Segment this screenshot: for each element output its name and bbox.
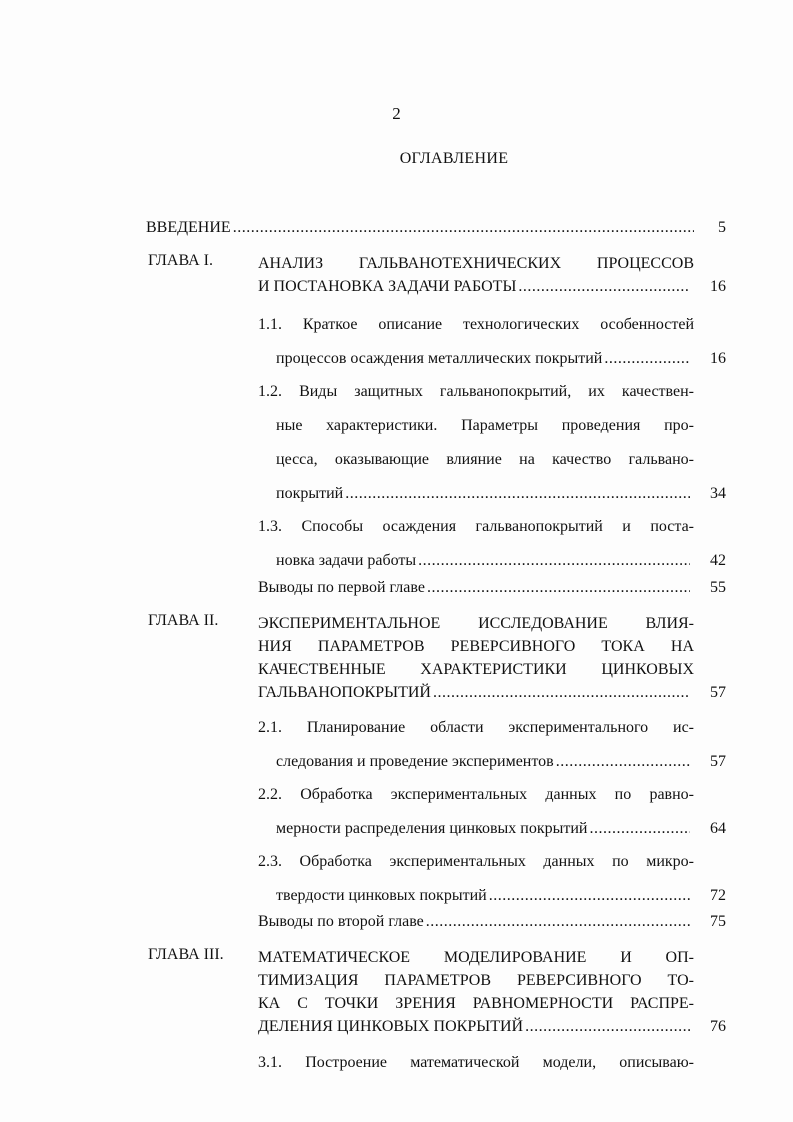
section-line: твердости цинковых покрытий — [276, 887, 487, 904]
toc-section-1-2[interactable] — [258, 375, 726, 511]
chapter-3-title-line: ТИМИЗАЦИЯ ПАРАМЕТРОВ РЕВЕРСИВНОГО ТО- — [258, 972, 694, 989]
leader-dots — [426, 912, 690, 931]
chapter-2-title-line: ГАЛЬВАНОПОКРЫТИЙ — [258, 684, 431, 701]
toc-section-2-1[interactable] — [258, 711, 726, 779]
section-line: мерности распределения цинковых покрытий — [276, 820, 588, 837]
chapter-3-title-line: ДЕЛЕНИЯ ЦИНКОВЫХ ПОКРЫТИЙ — [258, 1018, 524, 1035]
toc-title: ОГЛАВЛЕНИЕ — [399, 150, 509, 167]
leader-dots — [427, 578, 690, 597]
conclusion-page: 75 — [710, 913, 726, 930]
toc-conclusion-2[interactable] — [258, 912, 726, 931]
chapter-1-title-line: И ПОСТАНОВКА ЗАДАЧИ РАБОТЫ — [258, 278, 517, 295]
leader-dots — [604, 342, 690, 376]
section-line: цесса, оказывающие влияние на качество гальвано- — [276, 451, 694, 468]
section-line: 2.1. Планирование области экспериментального ис- — [258, 719, 694, 736]
section-page: 72 — [710, 887, 726, 904]
leader-dots — [418, 544, 690, 578]
chapter-2-title-line: НИЯ ПАРАМЕТРОВ РЕВЕРСИВНОГО ТОКА НА — [258, 638, 694, 655]
chapter-1-page: 16 — [710, 278, 726, 295]
conclusion-label: Выводы по второй главе — [258, 913, 424, 930]
chapter-1-title-line: АНАЛИЗ ГАЛЬВАНОТЕХНИЧЕСКИХ ПРОЦЕССОВ — [258, 255, 694, 272]
toc-entry-label: ВВЕДЕНИЕ — [146, 219, 231, 236]
chapter-2-title-line: ЭКСПЕРИМЕНТАЛЬНОЕ ИССЛЕДОВАНИЕ ВЛИЯ- — [258, 615, 694, 632]
section-line: 2.2. Обработка экспериментальных данных по равно- — [258, 786, 694, 803]
section-line: следования и проведение экспериментов — [276, 753, 554, 770]
section-line: 3.1. Построение математической модели, описываю- — [258, 1054, 694, 1071]
chapter-3-title-line: МАТЕМАТИЧЕСКОЕ МОДЕЛИРОВАНИЕ И ОП- — [258, 949, 694, 966]
toc-conclusion-1[interactable] — [258, 578, 726, 597]
leader-dots — [518, 275, 690, 298]
section-line: 2.3. Обработка экспериментальных данных по микро- — [258, 853, 694, 870]
leader-dots — [345, 477, 690, 511]
section-page: 16 — [710, 350, 726, 367]
toc-section-3-1[interactable] — [258, 1046, 726, 1080]
chapter-3-label: ГЛАВА III. — [148, 946, 224, 963]
section-line: процессов осаждения металлических покрытий — [276, 350, 603, 367]
toc-entry-intro[interactable] — [146, 218, 726, 237]
conclusion-label: Выводы по первой главе — [258, 579, 425, 596]
toc-entry-page: 5 — [718, 219, 726, 236]
section-line: 1.1. Краткое описание технологических особенностей — [258, 316, 694, 333]
chapter-3-title[interactable] — [258, 946, 726, 1038]
chapter-3-title-line: КА С ТОЧКИ ЗРЕНИЯ РАВНОМЕРНОСТИ РАСПРЕ- — [258, 995, 694, 1012]
leader-dots — [433, 681, 690, 704]
page-number: 2 — [392, 104, 401, 123]
toc-section-2-3[interactable] — [258, 845, 726, 913]
section-line: покрытий — [276, 485, 344, 502]
leader-dots — [489, 879, 690, 913]
leader-dots — [556, 745, 690, 779]
chapter-2-title[interactable] — [258, 612, 726, 704]
chapter-1-label: ГЛАВА I. — [148, 252, 213, 269]
toc-section-2-2[interactable] — [258, 778, 726, 846]
section-line: 1.2. Виды защитных гальванопокрытий, их качествен- — [258, 383, 694, 400]
chapter-3-page: 76 — [710, 1018, 726, 1035]
leader-dots — [589, 812, 690, 846]
toc-section-1-3[interactable] — [258, 510, 726, 578]
section-line: ные характеристики. Параметры проведения про- — [276, 417, 694, 434]
chapter-1-title[interactable] — [258, 252, 726, 298]
section-page: 42 — [710, 552, 726, 569]
chapter-2-label: ГЛАВА II. — [148, 612, 219, 629]
leader-dots — [525, 1015, 690, 1038]
chapter-2-title-line: КАЧЕСТВЕННЫЕ ХАРАКТЕРИСТИКИ ЦИНКОВЫХ — [258, 661, 694, 678]
chapter-2-page: 57 — [710, 684, 726, 701]
section-line: 1.3. Способы осаждения гальванопокрытий и поста- — [258, 518, 694, 535]
conclusion-page: 55 — [710, 579, 726, 596]
leader-dots — [233, 218, 694, 237]
section-page: 64 — [710, 820, 726, 837]
toc-section-1-1[interactable] — [258, 308, 726, 376]
section-line: новка задачи работы — [276, 552, 417, 569]
section-page: 34 — [710, 485, 726, 502]
section-page: 57 — [710, 753, 726, 770]
